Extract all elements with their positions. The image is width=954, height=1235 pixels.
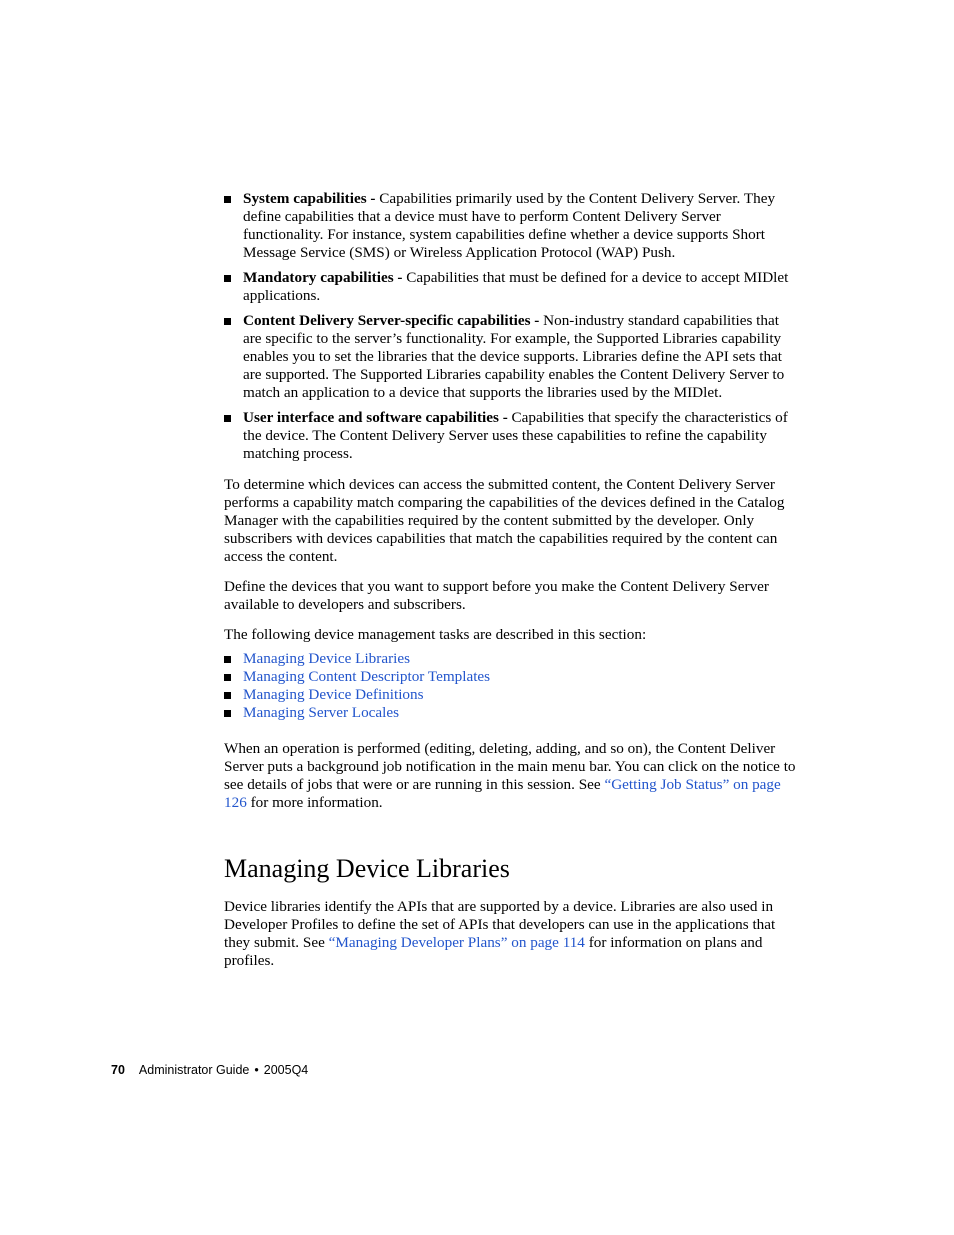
capability-term: Content Delivery Server-specific capabilities - (243, 312, 540, 329)
list-item (224, 650, 796, 668)
capability-term: System capabilities - (243, 190, 376, 207)
capabilities-list (224, 190, 796, 463)
list-item (224, 190, 796, 262)
link-managing-device-libraries[interactable]: Managing Device Libraries (243, 650, 410, 667)
list-item (224, 668, 796, 686)
paragraph-define-devices: Define the devices that you want to support before you make the Content Delivery Server available to developers and subscribers. (224, 578, 769, 613)
paragraph-capability-match: To determine which devices can access the submitted content, the Content Delivery Server performs a capability match comparing the capabilities of the devices defined in the Catalog Manager with the capabilities required by the content submitted by the developer. Only subscribers with devices capabilities that match the capabilities required by the content can access the content. (224, 476, 785, 565)
link-managing-device-definitions[interactable]: Managing Device Definitions (243, 686, 424, 703)
square-bullet-icon (224, 196, 231, 203)
list-item (224, 409, 796, 463)
square-bullet-icon (224, 674, 231, 681)
list-item (224, 269, 796, 305)
section-heading: Managing Device Libraries (224, 854, 510, 883)
link-managing-developer-plans[interactable]: “Managing Developer Plans” on page 114 (328, 934, 585, 951)
capability-term: Mandatory capabilities - (243, 269, 403, 286)
list-item (224, 686, 796, 704)
link-getting-job-status[interactable]: “Getting Job Status” on page 126 (224, 776, 781, 811)
paragraph-text: for more information. (246, 794, 383, 811)
capability-description: Capabilities that specify the characteristics of the device. The Content Delivery Server uses these capabilities to refine the capability matching process. (243, 409, 788, 462)
list-item (224, 704, 796, 722)
list-item (224, 312, 796, 402)
capability-description: Non-industry standard capabilities that are specific to the server’s functionality. For example, the Supported Libraries capability enables you to set the libraries that the device supports. Libraries define the API sets that are supported. The Supported Libraries capability enables the Content Delivery Server to match an application to a device that supports the libraries used by the MIDlet. (243, 312, 785, 401)
square-bullet-icon (224, 318, 231, 325)
paragraph-job-notification (224, 740, 796, 812)
page-footer (111, 1063, 308, 1077)
square-bullet-icon (224, 415, 231, 422)
footer-separator: • (254, 1063, 259, 1077)
square-bullet-icon (224, 275, 231, 282)
square-bullet-icon (224, 710, 231, 717)
footer-doc-title: Administrator Guide (138, 1063, 250, 1077)
link-managing-content-descriptor-templates[interactable]: Managing Content Descriptor Templates (243, 668, 491, 685)
square-bullet-icon (224, 692, 231, 699)
paragraph-text: When an operation is performed (editing, deleting, adding, and so on), the Content Deliver Server puts a background job notification in the main menu bar. You can click on the notice to see details of jobs that were or are running in this session. See (224, 740, 796, 793)
paragraph-text: Device libraries identify the APIs that are supported by a device. Libraries are also used in Developer Profiles to define the set of APIs that developers can use in the applications that they submit. See (224, 898, 776, 951)
square-bullet-icon (224, 656, 231, 663)
link-managing-server-locales[interactable]: Managing Server Locales (243, 704, 400, 721)
paragraph-tasks-intro: The following device management tasks are described in this section: (224, 626, 647, 643)
capability-description: Capabilities primarily used by the Content Delivery Server. They define capabilities that a device must have to perform Content Delivery Server functionality. For instance, system capabilities define whether a device supports Short Message Service (SMS) or Wireless Application Protocol (WAP) Push. (243, 190, 776, 261)
paragraph-device-libraries (224, 898, 796, 970)
paragraph-text: for information on plans and profiles. (224, 934, 763, 969)
page-number: 70 (111, 1063, 125, 1077)
footer-version: 2005Q4 (263, 1063, 309, 1077)
page-content (224, 190, 796, 982)
tasks-list (224, 650, 796, 722)
capability-description: Capabilities that must be defined for a device to accept MIDlet applications. (243, 269, 789, 304)
capability-term: User interface and software capabilities - (243, 409, 508, 426)
